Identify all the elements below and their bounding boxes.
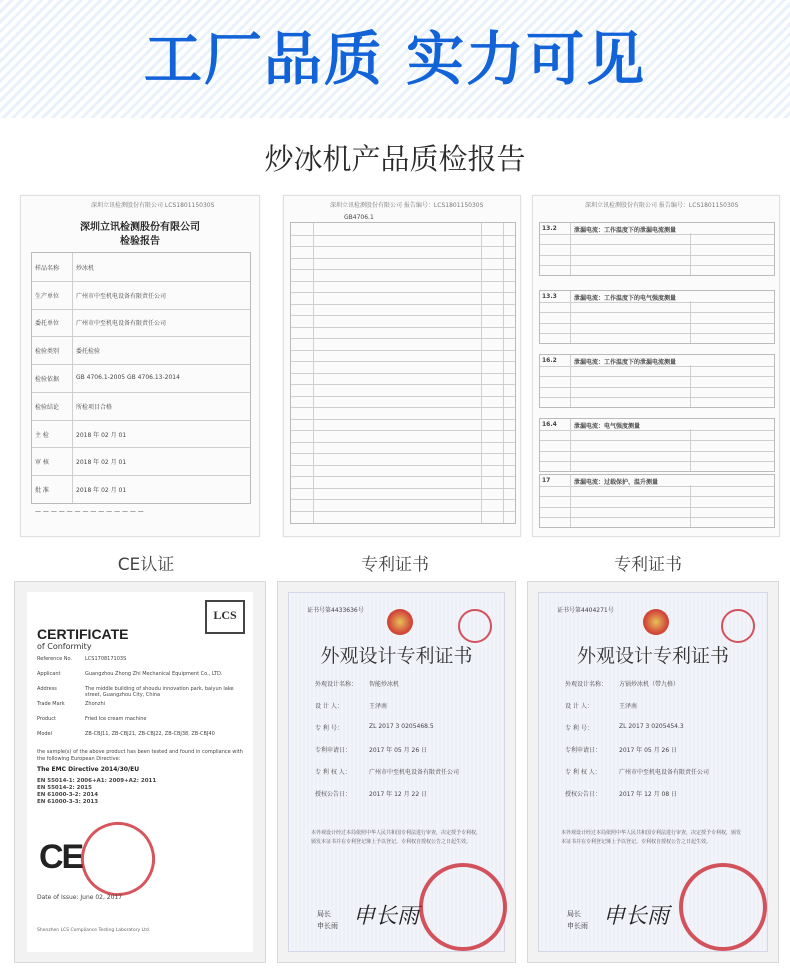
table-row-label: 检验依据	[35, 376, 60, 383]
row-divider	[32, 309, 250, 310]
row-divider	[540, 323, 774, 324]
table-row-value: 广州市中至机电设备有限责任公司	[76, 292, 167, 300]
report-table	[31, 252, 251, 504]
field-value: Guangzhou Zhong Zhi Mechanical Equipment Co., LTD.	[85, 671, 223, 677]
patent-field-value: 2017 年 05 月 26 日	[619, 747, 678, 754]
national-emblem-icon	[643, 609, 669, 635]
col-divider	[72, 253, 73, 503]
test-section	[539, 290, 775, 344]
table-row-label: 检验结论	[35, 403, 60, 411]
row-divider	[32, 392, 250, 393]
patent-field-label: 专 利 号：	[315, 725, 343, 732]
cnipa-stamp-icon	[458, 609, 492, 643]
col-divider	[570, 419, 571, 471]
row-divider	[540, 451, 774, 452]
patent-field-value: 2017 年 12 月 22 日	[369, 791, 428, 798]
section-no: 17	[542, 477, 551, 484]
col-divider	[570, 223, 571, 275]
row-divider	[540, 265, 774, 266]
patent-cert-no: 证书号第4404271号	[557, 607, 614, 614]
standard-label: GB4706.1	[344, 214, 374, 221]
table-row-label: 主 检	[35, 431, 49, 439]
caption-ce: CE认证	[117, 555, 175, 575]
row-divider	[540, 517, 774, 518]
field-value: Zhonzhi	[85, 701, 106, 707]
row-divider	[540, 244, 774, 245]
table-row-value: 委托检验	[76, 348, 101, 356]
chief-title: 申长雨	[317, 922, 338, 930]
row-divider	[32, 336, 250, 337]
patent-field-label: 专利申请日：	[565, 747, 602, 754]
standard-item: EN 61000-3-2: 2014	[37, 792, 99, 798]
table-row-label: 批 准	[35, 487, 49, 495]
field-label: Model	[37, 731, 53, 737]
field-label: Address	[37, 686, 57, 692]
table-row-label: 样品名称	[35, 264, 60, 272]
patent-body-text: 本外观设计经过本局依照中华人民共和国专利法进行审查，决定授予专利权，颁发本证书并在专利登记簿上予以登记。专利权自授权公告之日起生效。	[561, 830, 742, 845]
section-no: 13.2	[542, 225, 557, 232]
row-divider	[540, 440, 774, 441]
row-divider	[32, 420, 250, 421]
patent-field-value: 方锅炒冰机（带九格）	[619, 681, 680, 688]
patent-field-label: 专 利 号：	[565, 725, 593, 732]
field-label: Reference No.	[37, 656, 73, 662]
patent-title: 外观设计专利证书	[576, 645, 729, 667]
table-row-value: 广州市中至机电设备有限责任公司	[76, 320, 167, 328]
certificate-title: CERTIFICATE	[37, 626, 129, 642]
row-divider	[540, 312, 774, 313]
banner-title: 工厂品质 实力可见	[143, 25, 647, 93]
patent-field-value: 广州市中至机电设备有限责任公司	[619, 769, 710, 776]
certificate-subtitle: of Conformity	[37, 642, 92, 651]
cnipa-stamp-icon	[721, 609, 755, 643]
report-org: 深圳立讯检测股份有限公司	[80, 222, 200, 233]
field-value: ZB-CBJ11, ZB-CBJ21, ZB-CBJ22, ZB-CBJ38, ZB-CBJ40	[85, 731, 215, 737]
col-divider	[690, 365, 691, 407]
report-table	[290, 222, 516, 524]
patent-field-label: 外观设计名称：	[565, 681, 608, 688]
field-value: Fried Ice cream machine	[85, 716, 147, 722]
patent-field-value: ZL 2017 3 0205454.3	[619, 723, 684, 730]
row-divider	[540, 486, 774, 487]
row-divider	[540, 302, 774, 303]
report-page-2	[283, 195, 521, 537]
ce-mark: CE	[39, 838, 83, 876]
row-divider	[540, 234, 774, 235]
patent-field-value: 王泽南	[619, 703, 638, 710]
patent-field-value: 智能炒冰机	[369, 681, 400, 688]
patent-field-label: 外观设计名称：	[315, 681, 358, 688]
section-no: 16.4	[542, 421, 557, 428]
patent-field-label: 授权公告日：	[315, 791, 352, 798]
section-title: 泄漏电流：电气强度测量	[574, 423, 641, 430]
field-label: Product	[37, 716, 56, 722]
table-row-label: 生产单位	[35, 292, 60, 300]
patent-certificate-2	[527, 581, 779, 963]
certificate-footer: Shenzhen LCS Compliance Testing Laboratory Ltd.	[37, 928, 151, 933]
standard-item: EN 55014-2: 2015	[37, 785, 92, 791]
chief-label: 局长	[317, 910, 331, 918]
row-divider	[540, 366, 774, 367]
patent-field-label: 专 利 权 人：	[315, 769, 351, 776]
patent-field-label: 授权公告日：	[565, 791, 602, 798]
patent-field-label: 专 利 权 人：	[565, 769, 601, 776]
row-divider	[540, 397, 774, 398]
patent-field-label: 设 计 人：	[565, 703, 593, 710]
directive: The EMC Directive 2014/30/EU	[37, 766, 140, 773]
row-divider	[540, 255, 774, 256]
ce-certificate	[14, 581, 266, 963]
section-title: 泄漏电流：工作温度下的泄漏电流测量	[574, 227, 677, 234]
chief-title: 申长雨	[567, 922, 588, 930]
page-header: 深圳立讯检测股份有限公司 报告编号：LCS180115030S	[585, 202, 739, 209]
row-divider	[32, 475, 250, 476]
row-divider	[32, 447, 250, 448]
patent-field-value: 广州市中至机电设备有限责任公司	[369, 769, 460, 776]
col-divider	[690, 485, 691, 527]
table-row-label: 委托单位	[35, 320, 60, 328]
national-emblem-icon	[387, 609, 413, 635]
col-divider	[481, 223, 482, 523]
report-table	[539, 222, 773, 522]
col-divider	[570, 355, 571, 407]
red-seal-icon	[419, 863, 507, 951]
field-value: LCS170817103S	[85, 656, 127, 662]
chief-label: 局长	[567, 910, 581, 918]
row-divider	[540, 461, 774, 462]
row-divider	[32, 364, 250, 365]
test-section	[539, 354, 775, 408]
chief-signature: 申长雨	[603, 904, 670, 929]
patent-field-value: 2017 年 12 月 08 日	[619, 791, 678, 798]
row-divider	[540, 507, 774, 508]
row-divider	[540, 496, 774, 497]
patent-body-text: 本外观设计经过本局依照中华人民共和国专利法进行审查，决定授予专利权，颁发本证书并在专利登记簿上予以登记。专利权自授权公告之日起生效。	[311, 830, 482, 845]
col-divider	[503, 223, 504, 523]
col-divider	[570, 291, 571, 343]
patent-field-value: 王泽南	[369, 703, 388, 710]
red-seal-icon	[679, 863, 767, 951]
banner	[0, 0, 790, 118]
chief-signature: 申长雨	[353, 904, 420, 929]
page-header: 深圳立讯检测股份有限公司 报告编号：LCS180115030S	[330, 202, 484, 209]
standard-item: EN 61000-3-3: 2013	[37, 799, 99, 805]
section-no: 13.3	[542, 293, 557, 300]
report-doc-type: 检验报告	[120, 236, 160, 247]
red-seal-icon	[71, 812, 166, 907]
test-section	[539, 222, 775, 276]
col-divider	[313, 223, 314, 523]
report-page-1: 深圳立讯检测股份有限公司 LCS180115030S 深圳立讯检测股份有限公司 检验报告 样品名称 炒冰机 生产单位 广州市中至机电设备有限责任公司 委托单位 广州市中至机电设备有限责任公司 检验类别 委托检验 检验依据 GB 4706.1-2005 GB 4706.13-2014 检验结论 所检项目合格 主 检 2018 年 02 月 01 审 核 2018 年 02 月 01 批 准 2018 年 02 月 01 — — — — — — — — — — — — — —	[20, 195, 260, 537]
col-divider	[690, 301, 691, 343]
patent-field-value: ZL 2017 3 0205468.5	[369, 723, 434, 730]
patent-field-value: 2017 年 05 月 26 日	[369, 747, 428, 754]
section-title: 泄漏电流：工作温度下的电气强度测量	[574, 295, 677, 302]
section-no: 16.2	[542, 357, 557, 364]
table-row-label: 检验类别	[35, 348, 60, 356]
col-divider	[690, 429, 691, 471]
table-row-value: 2018 年 02 月 01	[76, 431, 127, 439]
col-divider	[690, 233, 691, 275]
section-title: 泄漏电流：过载保护、温升测量	[574, 479, 659, 486]
test-section	[539, 474, 775, 528]
patent-title: 外观设计专利证书	[320, 645, 473, 667]
caption-patent-2: 专利证书	[614, 555, 682, 575]
row-divider	[540, 387, 774, 388]
table-row-value: 2018 年 02 月 01	[76, 459, 127, 467]
row-divider	[32, 281, 250, 282]
caption-patent-1: 专利证书	[361, 555, 429, 575]
table-row-value: 2018 年 02 月 01	[76, 487, 127, 495]
issue-date: Date of Issue: June 02, 2017	[37, 894, 123, 901]
row-divider	[540, 333, 774, 334]
patent-field-label: 设 计 人：	[315, 703, 343, 710]
patent-field-label: 专利申请日：	[315, 747, 352, 754]
standard-item: EN 55014-1: 2006+A1: 2009+A2: 2011	[37, 778, 157, 784]
patent-certificate-1	[277, 581, 516, 963]
table-row-label: 审 核	[35, 459, 49, 467]
page-header: 深圳立讯检测股份有限公司 LCS180115030S	[91, 202, 215, 209]
field-value: The middle building of shoudu innovation park, baiyun lake street, Guangzhou City, China	[85, 686, 234, 698]
section-title: 泄漏电流：工作温度下的泄漏电流测量	[574, 359, 677, 366]
report-title: 炒冰机产品质检报告	[264, 142, 526, 176]
report-page-3	[532, 195, 780, 537]
directive-intro: the sample(s) of the above product has been tested and found in compliance with the following European Directive:	[37, 749, 243, 762]
row-divider	[540, 376, 774, 377]
patent-cert-no: 证书号第4433636号	[307, 607, 364, 614]
row-divider	[540, 430, 774, 431]
field-label: Applicant	[37, 671, 61, 677]
test-section	[539, 418, 775, 472]
field-label: Trade Mark	[37, 701, 65, 707]
table-row-value: 所检项目合格	[76, 403, 113, 411]
table-row-value: GB 4706.1-2005 GB 4706.13-2014	[76, 374, 180, 381]
col-divider	[570, 475, 571, 527]
table-row-value: 炒冰机	[76, 264, 95, 272]
lcs-logo: LCS	[205, 600, 245, 634]
